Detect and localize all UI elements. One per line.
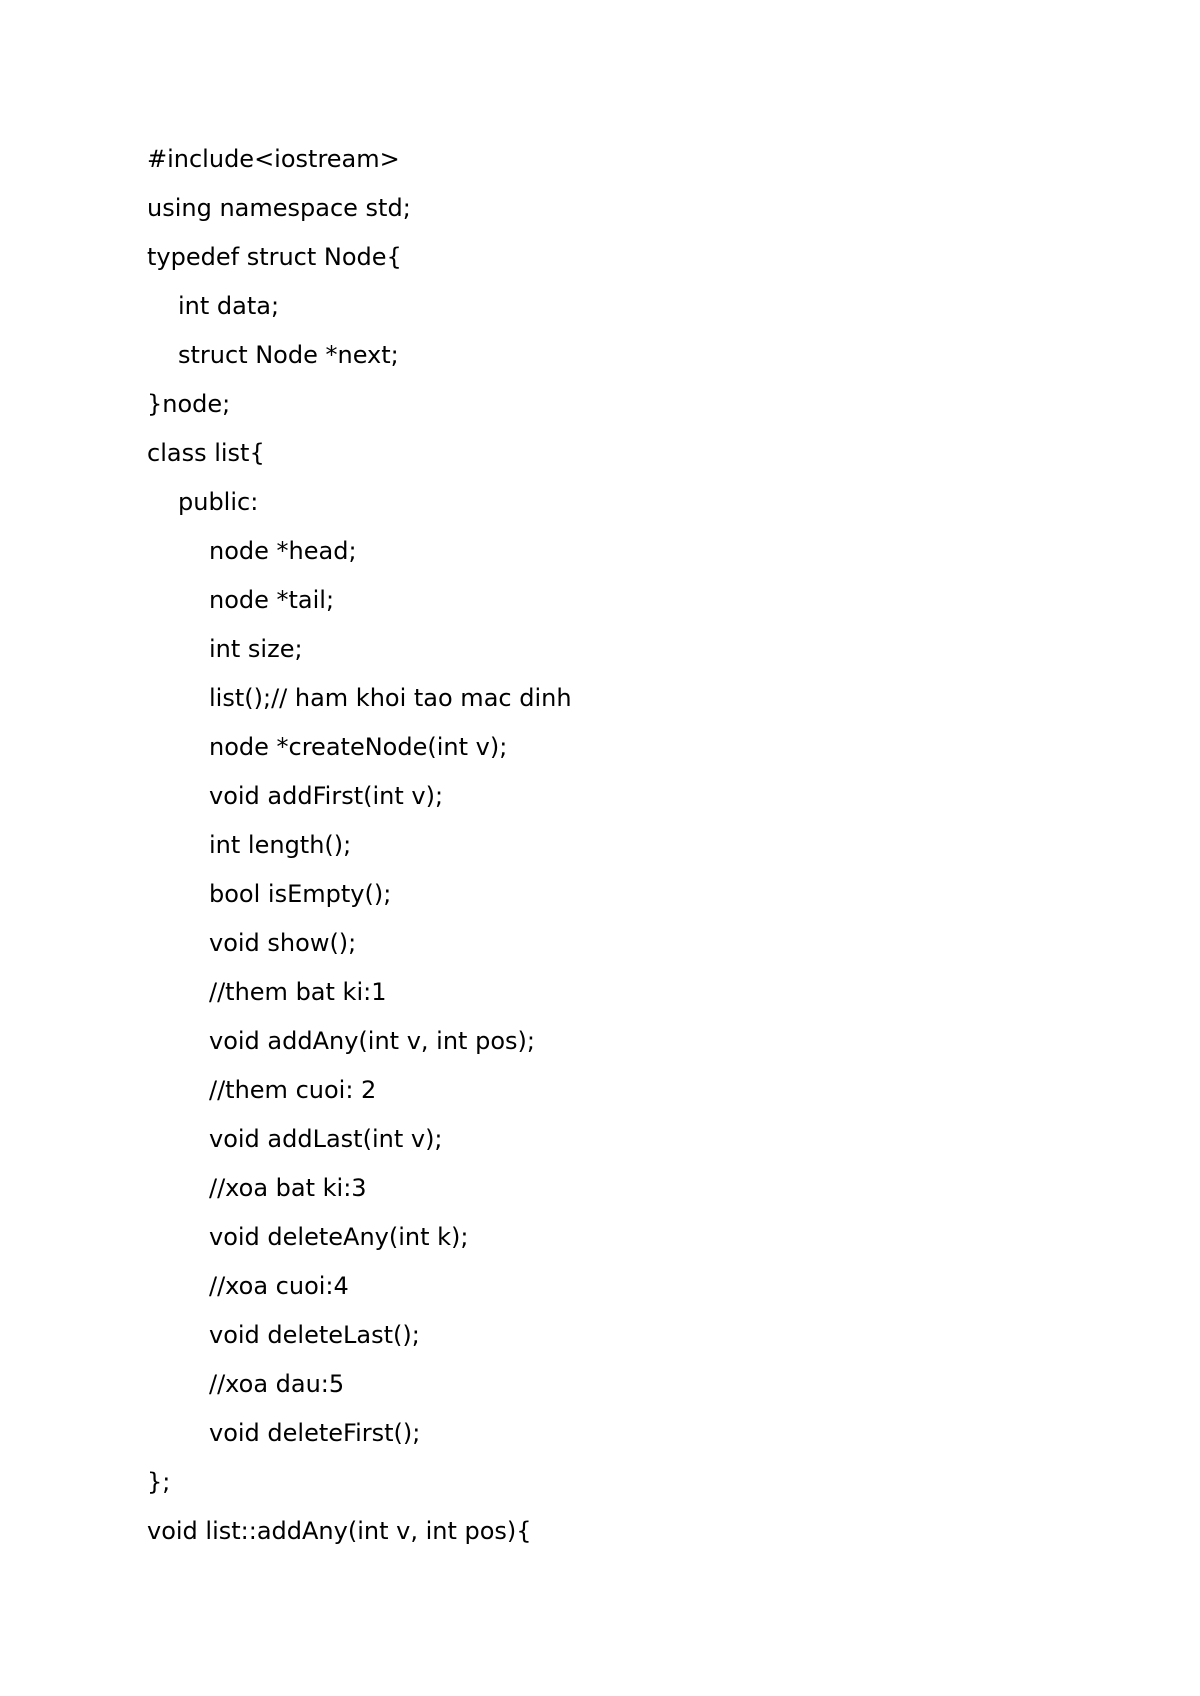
code-line: bool isEmpty();	[209, 880, 392, 908]
code-line: void show();	[209, 929, 357, 957]
code-line: void deleteFirst();	[209, 1419, 421, 1447]
code-line: void addAny(int v, int pos);	[209, 1027, 535, 1055]
code-line: //them cuoi: 2	[209, 1076, 377, 1104]
code-line: void list::addAny(int v, int pos){	[147, 1517, 532, 1545]
code-line: int size;	[209, 635, 303, 663]
code-line: //xoa bat ki:3	[209, 1174, 367, 1202]
code-line: int data;	[178, 292, 280, 320]
code-line: int length();	[209, 831, 352, 859]
code-line: using namespace std;	[147, 194, 411, 222]
code-line: public:	[178, 488, 259, 516]
code-line: }node;	[147, 390, 231, 418]
code-line: node *createNode(int v);	[209, 733, 508, 761]
code-line: void addLast(int v);	[209, 1125, 443, 1153]
code-line: //xoa cuoi:4	[209, 1272, 349, 1300]
code-line: list();// ham khoi tao mac dinh	[209, 684, 572, 712]
code-line: struct Node *next;	[178, 341, 399, 369]
code-line: //them bat ki:1	[209, 978, 387, 1006]
code-line: void deleteLast();	[209, 1321, 420, 1349]
code-line: node *head;	[209, 537, 357, 565]
code-listing	[147, 140, 572, 1561]
code-line: //xoa dau:5	[209, 1370, 345, 1398]
code-line: node *tail;	[209, 586, 335, 614]
code-line: };	[147, 1468, 171, 1496]
code-line: typedef struct Node{	[147, 243, 402, 271]
code-line: #include<iostream>	[147, 145, 400, 173]
code-line: void deleteAny(int k);	[209, 1223, 469, 1251]
code-line: void addFirst(int v);	[209, 782, 444, 810]
code-line: class list{	[147, 439, 265, 467]
